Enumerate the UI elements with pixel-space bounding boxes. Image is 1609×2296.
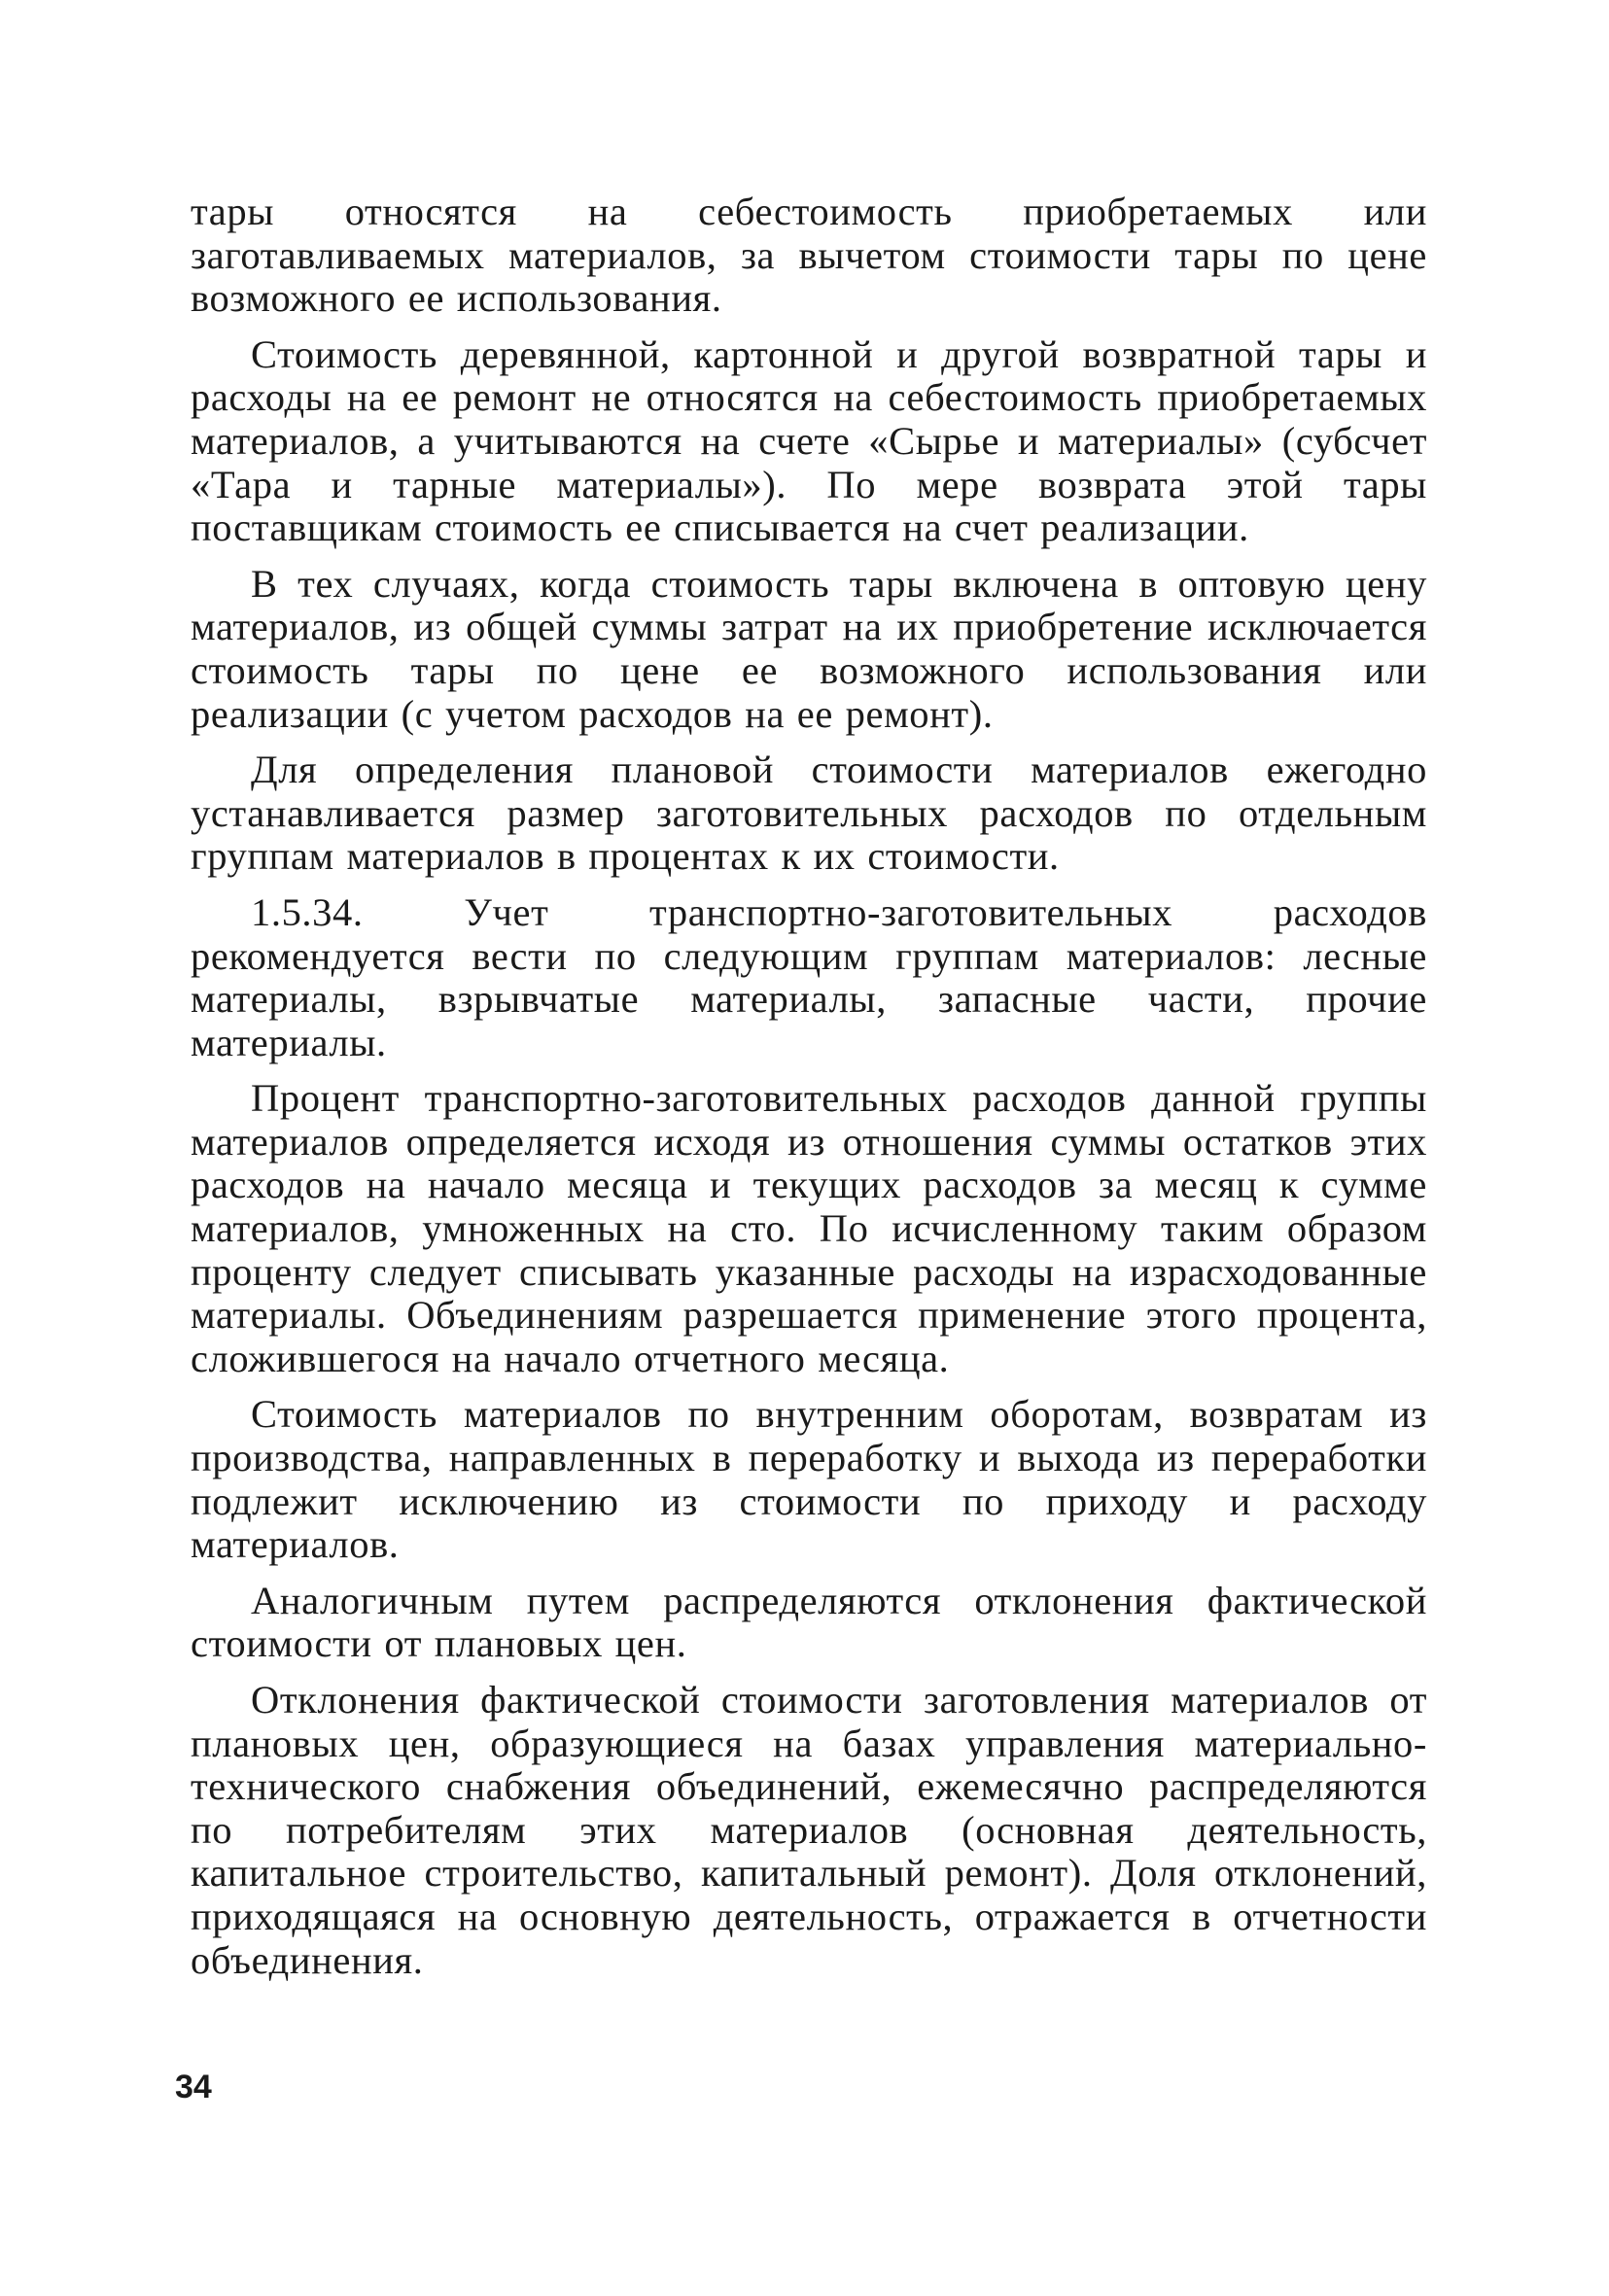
paragraph-2: Стоимость деревянной, картонной и другой возвратной тары и расходы на ее ремонт не относятся на себестоимость приобретаемых материалов, а учитываются на счете «Сырье и материалы» (субсчет «Тара и тарные материалы»). По мере возврата этой тары поставщикам стоимость ее списывается на счет реализации. xyxy=(191,331,1427,550)
document-page xyxy=(191,191,1427,1995)
paragraph-3: В тех случаях, когда стоимость тары включена в оптовую цену материалов, из общей суммы затрат на их приобретение исключается стоимость тары по цене ее возможного использования или реализации (с учетом расходов на ее ремонт). xyxy=(191,561,1427,736)
paragraph-9: Отклонения фактической стоимости заготовления материалов от плановых цен, образующиеся на базах управления материально-технического снабжения объединений, ежемесячно распределяются по потребителям этих материалов (основная деятельность, капитальное строительство, капитальный ремонт). Доля отклонений, приходящаяся на основную деятельность, отражается в отчетности объединения. xyxy=(191,1678,1427,1982)
page-number: 34 xyxy=(175,2069,212,2105)
paragraph-7: Стоимость материалов по внутренним оборотам, возвратам из производства, направленных в переработку и выхода из переработки подлежит исключению из стоимости по приходу и расходу материалов. xyxy=(191,1392,1427,1567)
paragraph-4: Для определения плановой стоимости материалов ежегодно устанавливается размер заготовительных расходов по отдельным группам материалов в процентах к их стоимости. xyxy=(191,748,1427,879)
paragraph-5-section-1-5-34: 1.5.34. Учет транспортно-заготовительных расходов рекомендуется вести по следующим группам материалов: лесные материалы, взрывчатые материалы, запасные части, прочие материалы. xyxy=(191,889,1427,1064)
paragraph-6: Процент транспортно-заготовительных расходов данной группы материалов определяется исходя из отношения суммы остатков этих расходов на начало месяца и текущих расходов за месяц к сумме материалов, умноженных на сто. По исчисленному таким образом проценту следует списывать указанные расходы на израсходованные материалы. Объединениям разрешается применение этого процента, сложившегося на начало отчетного месяца. xyxy=(191,1076,1427,1380)
paragraph-1: тары относятся на себестоимость приобретаемых или заготавливаемых материалов, за вычетом стоимости тары по цене возможного ее использования. xyxy=(191,190,1427,321)
paragraph-8: Аналогичным путем распределяются отклонения фактической стоимости от плановых цен. xyxy=(191,1578,1427,1666)
